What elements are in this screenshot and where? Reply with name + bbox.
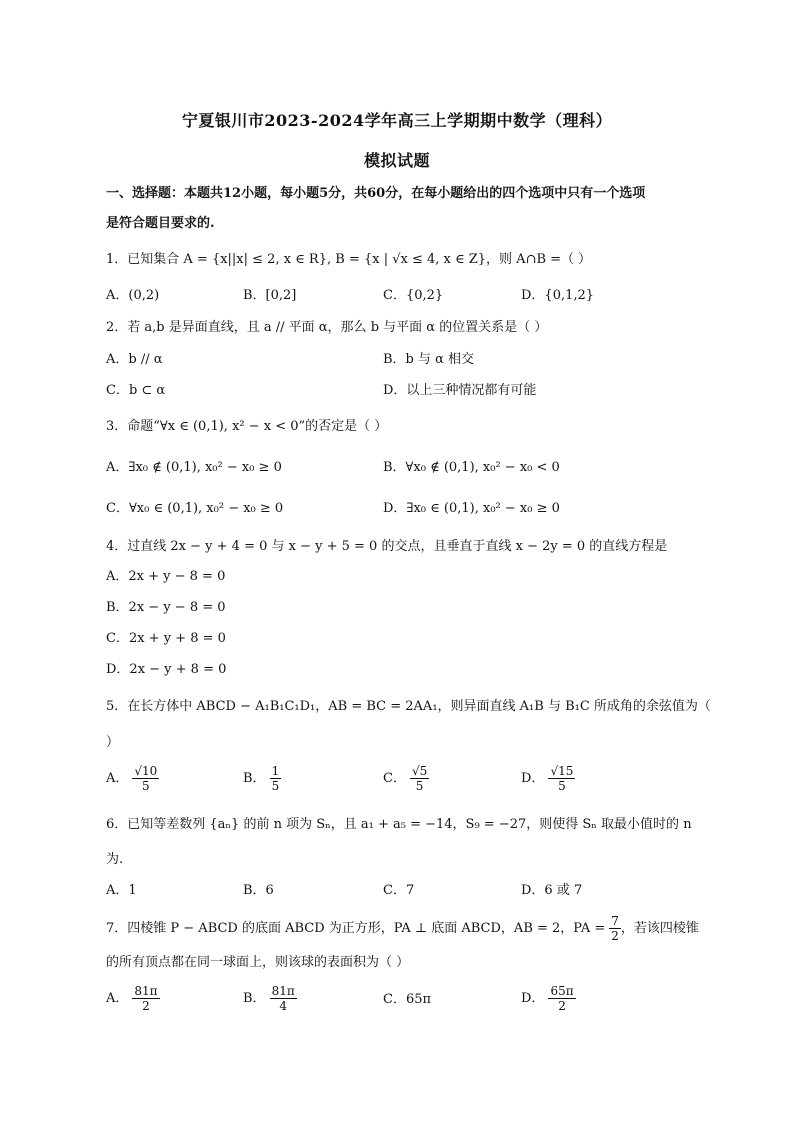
option-label: B． [243,771,266,786]
option-label: C． [383,771,406,786]
fraction [132,984,159,1013]
q7-option-b[interactable] [243,984,297,1013]
q7-option-a[interactable] [106,984,160,1013]
numerator: √10 [134,764,158,778]
question-2-stem: 2．若 a,b 是异面直线，且 a // 平面 α，那么 b 与平面 α 的位置关系是（ ） [106,320,548,335]
option-label: C． [383,992,406,1007]
numerator: 81π [134,984,158,998]
section-heading-cont: 是符合题目要求的. [106,216,215,231]
question-4-stem: 4．过直线 2x − y + 4 = 0 与 x − y + 5 = 0 的交点，且垂直于直线 x − 2y = 0 的直线方程是 [106,539,668,554]
numerator: √15 [550,764,574,778]
option-label: A． [106,771,129,786]
denominator: 2 [142,999,150,1013]
question-5-stem-cont: ） [106,735,120,750]
question-5-stem: 5．在长方体中 ABCD − A₁B₁C₁D₁，AB = BC = 2AA₁，则异面直线 A₁B 与 B₁C 所成角的余弦值为（ [106,699,711,714]
q3-option-d[interactable]: D．∃x₀ ∈ (0,1), x₀² − x₀ ≥ 0 [383,501,560,516]
q7-stem-text: 7．四棱锥 P − ABCD 的底面 ABCD 为正方形，PA ⊥ 底面 ABCD，AB = 2，PA = [106,921,606,936]
fraction [270,764,282,793]
q3-option-b[interactable]: B．∀x₀ ∉ (0,1), x₀² − x₀ < 0 [383,460,560,475]
q7-stem-tail: ，若该四棱锥 [620,921,699,936]
denominator: 5 [415,779,424,793]
q2-option-d[interactable]: D．以上三种情况都有可能 [383,383,537,398]
q5-option-c[interactable] [383,764,429,793]
q3-option-c[interactable]: C．∀x₀ ∈ (0,1), x₀² − x₀ ≥ 0 [106,501,284,516]
q1-option-b[interactable]: B．[0,2] [243,288,297,303]
fraction [132,764,159,793]
q1-option-a[interactable]: A．(0,2) [106,288,160,303]
q1-option-d[interactable]: D．{0,1,2} [521,288,595,303]
q6-option-d[interactable]: D．6 或 7 [521,883,583,898]
option-label: D． [521,991,545,1006]
q6-option-a[interactable]: A．1 [106,883,137,898]
denominator: 2 [558,999,566,1013]
q5-option-b[interactable] [243,764,281,793]
denominator: 4 [279,999,287,1013]
question-3-stem: 3．命题“∀x ∈ (0,1), x² − x < 0”的否定是（ ） [106,419,388,434]
question-7-stem [106,914,699,943]
q3-option-a[interactable]: A．∃x₀ ∉ (0,1), x₀² − x₀ ≥ 0 [106,460,282,475]
q4-option-c[interactable]: C．2x + y + 8 = 0 [106,631,226,646]
q7-option-d[interactable] [521,984,576,1013]
fraction [548,984,575,1013]
q4-option-b[interactable]: B．2x − y − 8 = 0 [106,600,226,615]
q5-option-a[interactable] [106,764,159,793]
option-label: A． [106,991,129,1006]
q2-option-b[interactable]: B．b 与 α 相交 [383,352,475,367]
option-label: D． [521,771,545,786]
question-1-stem: 1．已知集合 A = {x||x| ≤ 2, x ∈ R}, B = {x | √x ≤ 4, x ∈ Z}，则 A∩B =（ ） [106,252,592,267]
q2-option-a[interactable]: A．b // α [106,352,163,367]
section-heading: 一、选择题：本题共12小题，每小题5分，共60分，在每小题给出的四个选项中只有一个选项 [106,186,646,201]
option-label: B． [243,991,266,1006]
page-subtitle: 模拟试题 [363,151,430,170]
q4-option-a[interactable]: A．2x + y − 8 = 0 [106,569,226,584]
question-7-stem-cont: 的所有顶点都在同一球面上，则该球的表面积为（ ） [106,955,410,970]
denominator: 5 [271,779,280,793]
numerator: √5 [411,764,428,778]
q4-option-d[interactable]: D．2x − y + 8 = 0 [106,662,227,677]
q6-option-c[interactable]: C．7 [383,883,415,898]
numerator: 81π [271,984,295,998]
q1-option-c[interactable]: C．{0,2} [383,288,444,303]
option-value: 65π [405,992,432,1007]
denominator: 5 [558,779,566,793]
question-6-stem: 6．已知等差数列 {aₙ} 的前 n 项为 Sₙ，且 a₁ + a₅ = −14，S₉ = −27，则使得 Sₙ 取最小值时的 n [106,817,692,832]
numerator: 65π [550,984,574,998]
denominator: 5 [142,779,150,793]
q6-option-b[interactable]: B．6 [243,883,274,898]
q7-option-c[interactable] [383,990,431,1010]
numerator: 1 [271,764,280,778]
fraction [410,764,429,793]
fraction [548,764,575,793]
question-6-stem-cont: 为. [106,852,124,867]
denominator: 2 [611,929,619,943]
fraction [270,984,297,1013]
page-title: 宁夏银川市2023-2024学年高三上学期期中数学（理科） [181,111,613,130]
numerator: 7 [611,914,619,928]
pa-fraction [609,914,621,943]
q5-option-d[interactable] [521,764,575,793]
q2-option-c[interactable]: C．b ⊂ α [106,383,166,398]
